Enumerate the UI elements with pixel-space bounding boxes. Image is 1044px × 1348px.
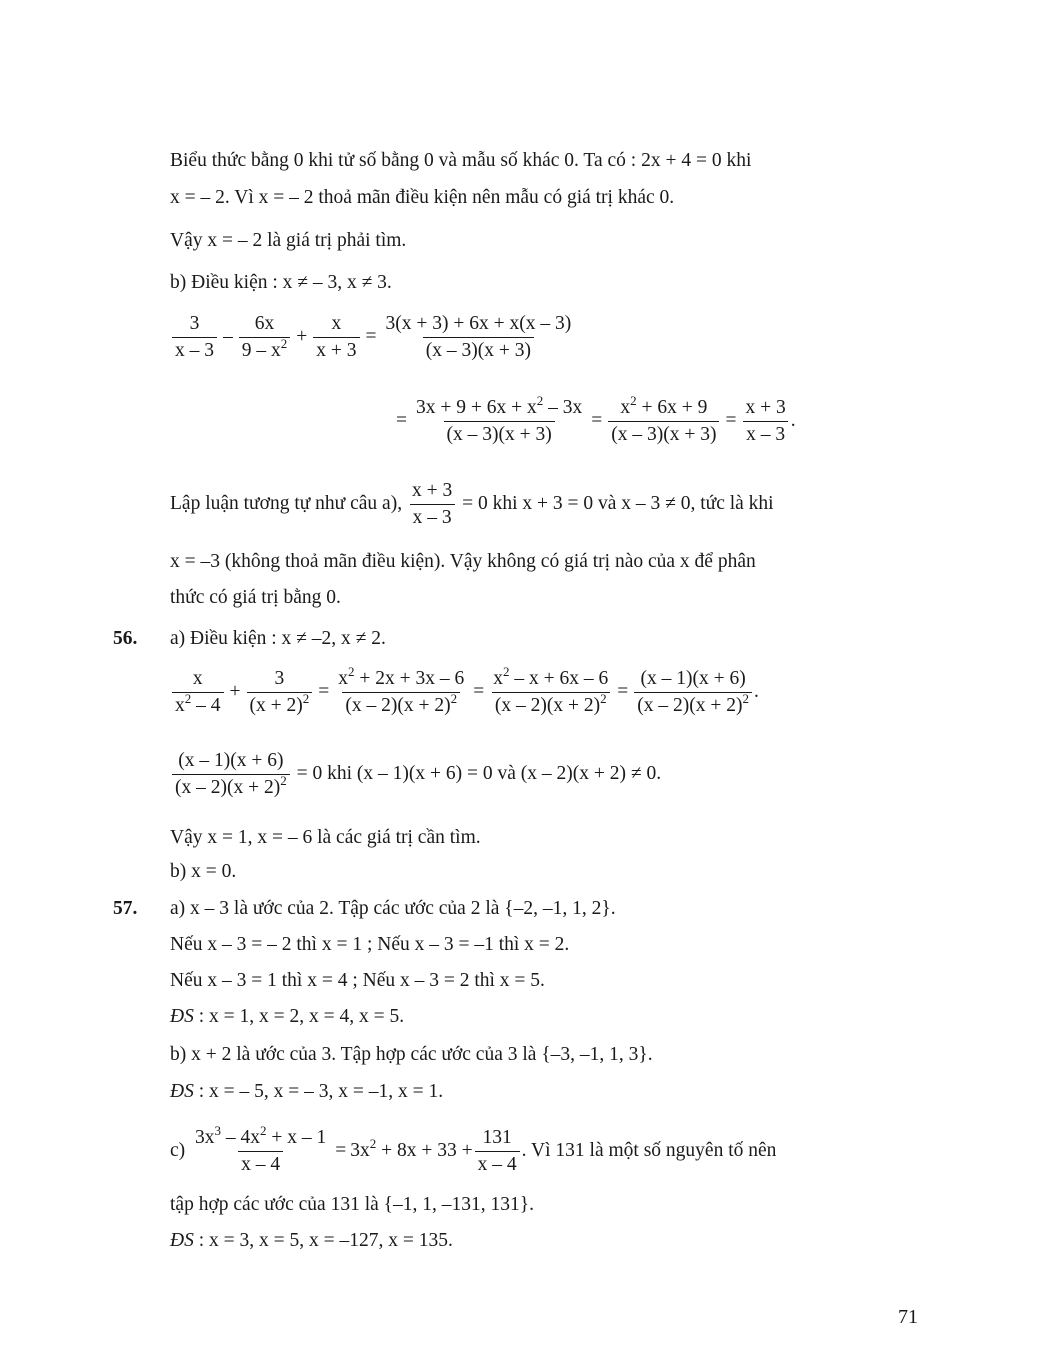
text-line: Vậy x = 1, x = – 6 là các giá trị cần tìm.	[170, 827, 481, 848]
text-line: Vậy x = – 2 là giá trị phải tìm.	[170, 230, 407, 251]
fraction: $\frac{3(x + 3) + 6x + x(x - 3)}{(x - 3)(x + 3)}$	[385, 313, 572, 361]
page-number: 71	[898, 1306, 918, 1328]
text-line: x = – 2. Vì x = – 2 thoả mãn điều kiện nên mẫu có giá trị khác 0.	[170, 187, 675, 208]
text-line: b) x + 2 là ước của 3. Tập hợp các ước của 3 là {–3, –1, 1, 3}.	[170, 1044, 653, 1065]
fraction: $\frac{x^2 - x + 6x - 6}{(x - 2)(x + 2)^2}$	[493, 664, 609, 716]
text-line: Nếu x – 3 = 1 thì x = 4 ; Nếu x – 3 = 2 thì x = 5.	[170, 970, 545, 991]
equation: $\frac{(x - 1)(x + 6)}{(x - 2)(x + 2)^2}$ = 0 khi (x – 1)(x + 6) = 0 và (x – 2)(x + 2) ≠ 0.	[170, 750, 661, 799]
text-line: tập hợp các ước của 131 là {–1, 1, –131, 131}.	[170, 1194, 534, 1215]
fraction: $\frac{3x^3 - 4x^2 + x - 1}{x - 4}$	[195, 1123, 327, 1175]
text-line: b) x = 0.	[170, 861, 237, 882]
fraction: $\frac{x}{x^2 - 4}$	[172, 668, 224, 717]
equation: = $\frac{3x + 9 + 6x + x^2 - 3x}{(x - 3)(x + 3)}$ = $\frac{x^2 + 6x + 9}{(x - 3)(x + 3)}$ = $\frac{x + 3}{x - 3}$ .	[396, 393, 796, 445]
equation: $\frac{x}{x^2 - 4}$ + $\frac{3}{(x + 2)^2}$ = $\frac{x^2 + 2x + 3x - 6}{(x - 2)(x + 2)^2}$ = $\frac{x^2 - x + 6x - 6}{(x - 2)(x + 2)^2}$ = $\frac{(x - 1)(x + 6)}{(x - 2)(x + 2)^2}$ .	[170, 668, 759, 717]
fraction: $\frac{131}{x - 4}$	[475, 1127, 520, 1176]
text-line: ĐS : x = 3, x = 5, x = –127, x = 135.	[170, 1230, 453, 1251]
text-line: Biểu thức bằng 0 khi tử số bằng 0 và mẫu số khác 0. Ta có : 2x + 4 = 0 khi	[170, 150, 752, 171]
fraction: $\frac{3x + 9 + 6x + x^2 - 3x}{(x - 3)(x + 3)}$	[416, 393, 583, 445]
text-line: Lập luận tương tự như câu a), $\frac{x + 3}{x - 3}$ = 0 khi x + 3 = 0 và x – 3 ≠ 0, tức là khi	[170, 480, 774, 528]
fraction: $\frac{(x - 1)(x + 6)}{(x - 2)(x + 2)^2}$	[634, 668, 752, 717]
text-line: Nếu x – 3 = – 2 thì x = 1 ; Nếu x – 3 = –1 thì x = 2.	[170, 934, 570, 955]
fraction: $\frac{x + 3}{x - 3}$	[742, 397, 788, 446]
fraction: $\frac{3}{(x + 2)^2}$	[247, 668, 313, 717]
fraction: $\frac{x^2 + 2x + 3x - 6}{(x - 2)(x + 2)^2}$	[338, 664, 465, 716]
fraction: $\frac{x^2 + 6x + 9}{(x - 3)(x + 3)}$	[608, 397, 719, 446]
fraction: $\frac{(x - 1)(x + 6)}{(x - 2)(x + 2)^2}$	[172, 750, 290, 799]
equation: $\frac{3}{x - 3}$ – $\frac{6x}{9 - x^2}$ + $\frac{x}{x + 3}$ = $\frac{3(x + 3) + 6x + x(x - 3)}{(x - 3)(x + 3)}$	[170, 313, 576, 362]
equation: c) $\frac{3x^3 - 4x^2 + x - 1}{x - 4}$ = $3x^2 + 8x + 33$ + $\frac{131}{x - 4}$ . Vì 131 là một số nguyên tố nên	[170, 1123, 777, 1175]
fraction: $\frac{3}{x - 3}$	[172, 313, 217, 362]
text-line: thức có giá trị bằng 0.	[170, 587, 341, 608]
fraction: $\frac{6x}{9 - x^2}$	[239, 313, 291, 362]
fraction: $\frac{x}{x + 3}$	[313, 313, 359, 362]
fraction: $\frac{x + 3}{x - 3}$	[409, 480, 455, 529]
text-line: ĐS : x = – 5, x = – 3, x = –1, x = 1.	[170, 1081, 444, 1102]
text-line: a) x – 3 là ước của 2. Tập các ước của 2 là {–2, –1, 1, 2}.	[170, 898, 616, 919]
text-line: b) Điều kiện : x ≠ – 3, x ≠ 3.	[170, 272, 392, 293]
problem-number: 57.	[113, 898, 138, 919]
text-line: ĐS : x = 1, x = 2, x = 4, x = 5.	[170, 1006, 405, 1027]
text-line: x = –3 (không thoả mãn điều kiện). Vậy không có giá trị nào của x để phân	[170, 551, 756, 572]
text-line: a) Điều kiện : x ≠ –2, x ≠ 2.	[170, 628, 386, 649]
problem-number: 56.	[113, 628, 138, 649]
